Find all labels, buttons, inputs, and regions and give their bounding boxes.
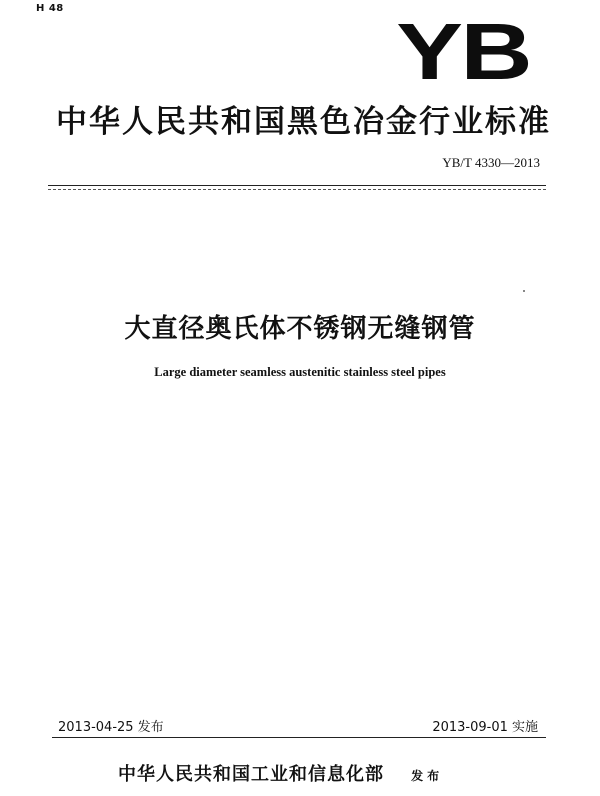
issue-word: 发布	[411, 769, 444, 783]
yb-logo: YB	[396, 7, 530, 96]
issuer-line	[118, 760, 443, 786]
document-title-chinese: 大直径奥氏体不锈钢无缝钢管	[124, 314, 476, 344]
issue-date: 2013-04-25 发布	[58, 720, 164, 735]
scan-speck	[523, 290, 525, 292]
org-standard-title: 中华人民共和国黑色冶金行业标准	[56, 104, 551, 140]
header-divider-secondary	[48, 189, 546, 190]
header-divider	[48, 185, 546, 186]
implementation-date: 2013-09-01 实施	[432, 720, 538, 735]
footer-divider	[52, 737, 546, 738]
issuer-name: 中华人民共和国工业和信息化部	[118, 764, 384, 785]
document-title-english: Large diameter seamless austenitic stainless steel pipes	[154, 365, 446, 379]
ics-code: H 48	[36, 3, 64, 14]
standard-code: YB/T 4330—2013	[442, 155, 540, 170]
